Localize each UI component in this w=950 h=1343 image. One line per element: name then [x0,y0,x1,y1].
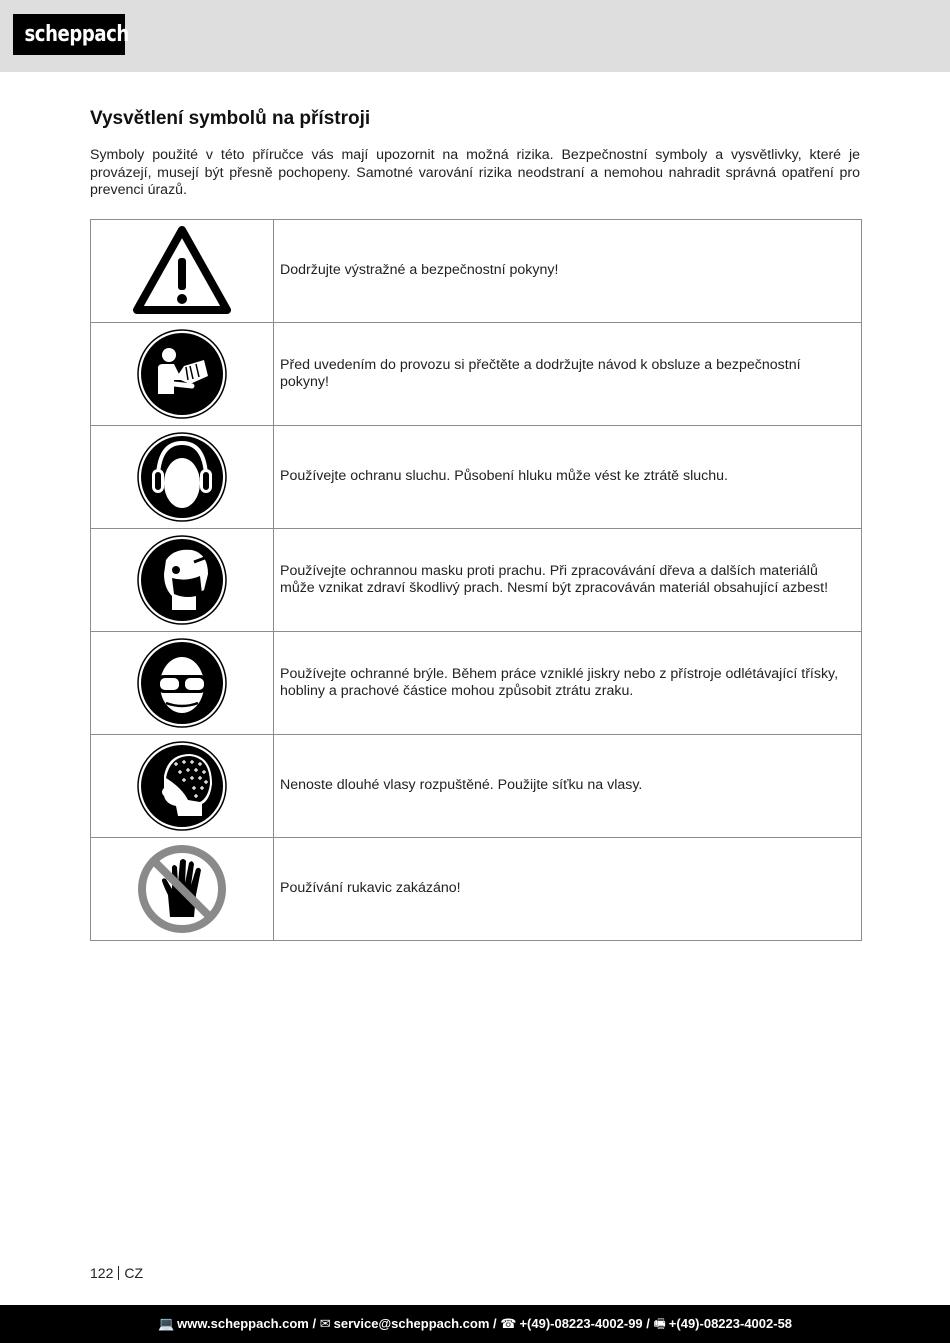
fax-icon: 🖷 [653,1316,666,1331]
page-title: Vysvětlení symbolů na přístroji [90,108,371,129]
contact-footer [0,1305,950,1343]
page-number: 122 CZ [90,1265,144,1281]
table-row [91,529,862,632]
symbol-description: Dodržujte výstražné a bezpečnostní pokyny! [274,220,862,323]
symbol-description: Používání rukavic zakázáno! [274,838,862,941]
computer-icon: 💻 [157,1316,175,1331]
ear-protection-icon [136,431,228,523]
footer-fax: +(49)-08223-4002-58 [668,1316,793,1331]
footer-email[interactable]: service@scheppach.com / [333,1316,497,1331]
symbol-description: Používejte ochranné brýle. Během práce vzniklé jiskry nebo z přístroje odlétávající třísky, hobliny a prachové částice mohou způsobit ztrátu zraku. [274,632,862,735]
mail-icon: ✉ [319,1316,331,1331]
intro-paragraph: Symboly použité v této příručce vás mají upozornit na možná rizika. Bezpečnostní symboly a vysvětlivky, které je provázejí, musejí být přesně pochopeny. Samotné varování rizika neodstraní a nemohou nahradit správná opatření pro prevenci úrazů. [90,147,860,198]
header-band [0,0,950,72]
symbol-description: Nenoste dlouhé vlasy rozpuštěné. Použijte síťku na vlasy. [274,735,862,838]
warning-triangle-icon [132,224,232,318]
symbols-table [90,219,862,941]
phone-icon: ☎ [500,1316,517,1331]
no-gloves-icon [136,843,228,935]
read-manual-icon [136,328,228,420]
table-row [91,220,862,323]
symbol-description: Používejte ochranu sluchu. Působení hluku může vést ke ztrátě sluchu. [274,426,862,529]
page-number-divider [118,1266,119,1280]
safety-goggles-icon [136,637,228,729]
scheppach-logo: scheppach [13,14,125,55]
footer-website[interactable]: www.scheppach.com / [177,1316,317,1331]
table-row [91,838,862,941]
dust-mask-icon [136,534,228,626]
hair-net-icon [136,740,228,832]
table-row [91,735,862,838]
table-row [91,323,862,426]
footer-phone: +(49)-08223-4002-99 / [519,1316,650,1331]
table-row [91,426,862,529]
symbol-description: Před uvedením do provozu si přečtěte a dodržujte návod k obsluze a bezpečnostní pokyny! [274,323,862,426]
symbol-description: Používejte ochrannou masku proti prachu. Při zpracovávání dřeva a dalších materiálů může vznikat zdraví škodlivý prach. Nesmí být zpracováván materiál obsahující azbest! [274,529,862,632]
table-row [91,632,862,735]
